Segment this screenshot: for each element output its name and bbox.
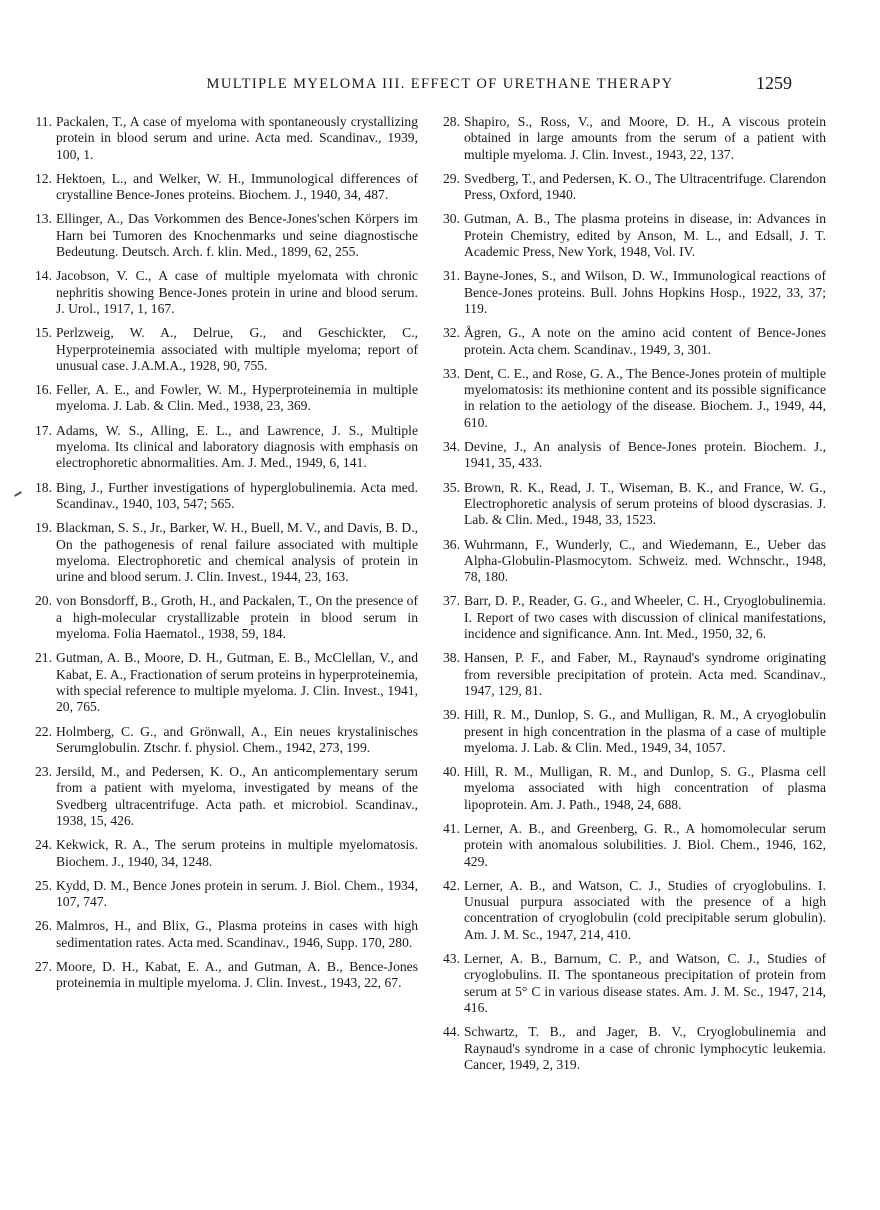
reference-number: 26 . (30, 918, 52, 934)
reference-item (30, 325, 418, 374)
reference-number: 44 . (438, 1024, 460, 1040)
reference-item (30, 764, 418, 829)
reference-number: 19 . (30, 520, 52, 536)
reference-number: 23 . (30, 764, 52, 780)
reference-text: Bayne-Jones, S., and Wilson, D. W., Immunological reactions of Bence-Jones proteins. Bull. Johns Hopkins Hosp., 1922, 33, 37; 119. (464, 268, 826, 316)
reference-item (30, 423, 418, 472)
reference-item (438, 951, 826, 1016)
reference-text: Jersild, M., and Pedersen, K. O., An anticomplementary serum from a patient with myeloma, investigated by means of the Svedberg ultracentrifuge. Acta path. et microbiol. Scandinav., 1938, 15, 426. (56, 764, 418, 828)
reference-number: 11 . (30, 114, 52, 130)
reference-item (30, 268, 418, 317)
reference-text: Packalen, T., A case of myeloma with spontaneously crystallizing protein in blood serum and urine. Acta med. Scandinav., 1939, 100, 1. (56, 114, 418, 162)
running-title: MULTIPLE MYELOMA III. EFFECT OF URETHANE THERAPY (206, 76, 674, 92)
reference-item (30, 593, 418, 642)
reference-item (438, 878, 826, 943)
reference-number: 32 . (438, 325, 460, 341)
reference-number: 24 . (30, 837, 52, 853)
reference-item (438, 268, 826, 317)
reference-text: Barr, D. P., Reader, G. G., and Wheeler, C. H., Cryoglobulinemia. I. Report of two cases with discussion of clinical manifestations, incidence and significance. Ann. Int. Med., 1950, 32, 6. (464, 593, 826, 642)
reference-item (438, 821, 826, 870)
reference-item (30, 382, 418, 415)
reference-number: 34 . (438, 439, 460, 455)
reference-number: 29 . (438, 171, 460, 187)
page-number: 1259 (756, 73, 792, 93)
reference-number: 12 . (30, 171, 52, 187)
reference-number: 22 . (30, 724, 52, 740)
reference-item (30, 959, 418, 992)
reference-text: Ellinger, A., Das Vorkommen des Bence-Jones'schen Körpers im Harn bei Tumoren des Knochenmarks und seine diagnostische Bedeutung. Deutsch. Arch. f. klin. Med., 1899, 62, 255. (56, 211, 418, 260)
reference-text: Holmberg, C. G., and Grönwall, A., Ein neues krystalinisches Serumglobulin. Ztschr. f. physiol. Chem., 1942, 273, 199. (56, 723, 418, 755)
reference-number: 39 . (438, 707, 460, 723)
reference-number: 42 . (438, 878, 460, 894)
reference-text: Lerner, A. B., and Greenberg, G. R., A homomolecular serum protein with anomalous solubilities. J. Biol. Chem., 1946, 162, 429. (464, 820, 826, 869)
reference-text: Kekwick, R. A., The serum proteins in multiple myelomatosis. Biochem. J., 1940, 34, 1248. (56, 837, 418, 869)
reference-item (30, 837, 418, 870)
reference-column-left (30, 114, 418, 1000)
reference-text: Adams, W. S., Alling, E. L., and Lawrence, J. S., Multiple myeloma. Its clinical and laboratory diagnosis with emphasis on electrophoretic abnormalities. Am. J. Med., 1949, 6, 141. (56, 422, 418, 471)
reference-number: 41 . (438, 821, 460, 837)
margin-mark (14, 491, 22, 497)
reference-item (438, 764, 826, 813)
reference-text: Brown, R. K., Read, J. T., Wiseman, B. K., and France, W. G., Electrophoretic analysis of serum proteins of blood dyscrasias. J. Lab. & Clin. Med., 1948, 33, 1523. (464, 479, 826, 528)
reference-item (30, 114, 418, 163)
reference-number: 15 . (30, 325, 52, 341)
reference-item (438, 593, 826, 642)
reference-number: 43 . (438, 951, 460, 967)
reference-item (438, 439, 826, 472)
reference-item (438, 171, 826, 204)
reference-item (30, 520, 418, 585)
reference-text: Devine, J., An analysis of Bence-Jones protein. Biochem. J., 1941, 35, 433. (464, 439, 826, 471)
reference-number: 31 . (438, 268, 460, 284)
reference-number: 33 . (438, 366, 460, 382)
reference-text: Dent, C. E., and Rose, G. A., The Bence-Jones protein of multiple myelomatosis: its methionine content and its possible significance in relation to the aetiology of the disease. Biochem. J., 1949, 44, 610. (464, 365, 826, 430)
reference-number: 20 . (30, 593, 52, 609)
reference-text: Svedberg, T., and Pedersen, K. O., The Ultracentrifuge. Clarendon Press, Oxford, 1940. (464, 170, 826, 203)
reference-number: 27 . (30, 959, 52, 975)
reference-number: 21 . (30, 650, 52, 666)
reference-item (30, 480, 418, 513)
reference-item (438, 537, 826, 586)
reference-text: Ågren, G., A note on the amino acid content of Bence-Jones protein. Acta chem. Scandinav., 1949, 3, 301. (464, 325, 826, 357)
reference-item (30, 650, 418, 715)
reference-number: 30 . (438, 211, 460, 227)
reference-text: Hektoen, L., and Welker, W. H., Immunological differences of crystalline Bence-Jones proteins. Biochem. J., 1940, 34, 487. (56, 170, 418, 203)
reference-text: Wuhrmann, F., Wunderly, C., and Wiedemann, E., Ueber das Alpha-Globulin-Plasmocytom. Schweiz. med. Wchnschr., 1948, 78, 180. (464, 536, 826, 585)
reference-number: 37 . (438, 593, 460, 609)
reference-text: Blackman, S. S., Jr., Barker, W. H., Buell, M. V., and Davis, B. D., On the pathogenesis of renal failure associated with multiple myeloma. Electrophoretic and chemical analysis of protein in urine and blood serum. J. Clin. Invest., 1944, 23, 163. (56, 520, 418, 585)
reference-text: Lerner, A. B., and Watson, C. J., Studies of cryoglobulins. I. Unusual purpura associated with the presence of a high concentration of cryoglobulin (cold precipitable serum globulin). Am. J. M. Sc., 1947, 214, 410. (464, 877, 826, 942)
reference-text: von Bonsdorff, B., Groth, H., and Packalen, T., On the presence of a high-molecular crystallizable protein in blood serum in myeloma. Folia Haematol., 1938, 59, 184. (56, 593, 418, 642)
reference-item (30, 724, 418, 757)
reference-text: Hill, R. M., Mulligan, R. M., and Dunlop, S. G., Plasma cell myeloma associated with high concentration of plasma lipoprotein. Am. J. Path., 1948, 24, 688. (464, 764, 826, 812)
reference-text: Bing, J., Further investigations of hyperglobulinemia. Acta med. Scandinav., 1940, 103, 547; 565. (56, 479, 418, 511)
reference-text: Moore, D. H., Kabat, E. A., and Gutman, A. B., Bence-Jones proteinemia in multiple myeloma. J. Clin. Invest., 1943, 22, 67. (56, 959, 418, 991)
reference-number: 35 . (438, 480, 460, 496)
reference-text: Hill, R. M., Dunlop, S. G., and Mulligan, R. M., A cryoglobulin present in high concentration in the plasma of a case of multiple myeloma. J. Lab. & Clin. Med., 1949, 34, 1057. (464, 707, 826, 755)
reference-number: 38 . (438, 650, 460, 666)
reference-text: Perlzweig, W. A., Delrue, G., and Geschickter, C., Hyperproteinemia associated with multiple myeloma; report of unusual case. J.A.M.A., 1928, 90, 755. (56, 325, 418, 373)
reference-item (438, 650, 826, 699)
reference-item (438, 707, 826, 756)
reference-text: Jacobson, V. C., A case of multiple myelomata with chronic nephritis showing Bence-Jones protein in urine and blood serum. J. Urol., 1917, 1, 167. (56, 268, 418, 316)
reference-text: Hansen, P. F., and Faber, M., Raynaud's syndrome originating from reversible precipitation of protein. Acta med. Scandinav., 1947, 129, 81. (464, 650, 826, 698)
reference-number: 18 . (30, 480, 52, 496)
reference-item (30, 171, 418, 204)
reference-number: 25 . (30, 878, 52, 894)
reference-item (30, 878, 418, 911)
page-header (0, 73, 880, 98)
reference-item (438, 211, 826, 260)
reference-number: 14 . (30, 268, 52, 284)
reference-item (438, 325, 826, 358)
reference-text: Gutman, A. B., The plasma proteins in disease, in: Advances in Protein Chemistry, edited by Anson, M. L., and Edsall, J. T. Academic Press, New York, 1948, Vol. IV. (464, 211, 826, 260)
reference-text: Feller, A. E., and Fowler, W. M., Hyperproteinemia in multiple myeloma. J. Lab. & Clin. Med., 1938, 23, 369. (56, 382, 418, 414)
reference-text: Malmros, H., and Blix, G., Plasma proteins in cases with high sedimentation rates. Acta med. Scandinav., 1946, Supp. 170, 280. (56, 918, 418, 950)
reference-number: 28 . (438, 114, 460, 130)
reference-column-right (438, 114, 826, 1081)
reference-number: 36 . (438, 537, 460, 553)
reference-text: Lerner, A. B., Barnum, C. P., and Watson, C. J., Studies of cryoglobulins. II. The spontaneous precipitation of protein from serum at 5° C in various disease states. Am. J. M. Sc., 1947, 214, 416. (464, 951, 826, 1015)
reference-number: 13 . (30, 211, 52, 227)
reference-item (438, 480, 826, 529)
reference-text: Shapiro, S., Ross, V., and Moore, D. H., A viscous protein obtained in large amounts from the serum of a patient with multiple myeloma. J. Clin. Invest., 1943, 22, 137. (464, 114, 826, 162)
reference-item (438, 1024, 826, 1073)
reference-text: Kydd, D. M., Bence Jones protein in serum. J. Biol. Chem., 1934, 107, 747. (56, 877, 418, 910)
reference-text: Gutman, A. B., Moore, D. H., Gutman, E. B., McClellan, V., and Kabat, E. A., Fractionation of serum proteins in hyperproteinemia, with special reference to multiple myeloma. J. Clin. Invest., 1941, 20, 765. (56, 650, 418, 715)
reference-number: 40 . (438, 764, 460, 780)
reference-item (438, 114, 826, 163)
reference-number: 16 . (30, 382, 52, 398)
reference-item (30, 211, 418, 260)
reference-item (438, 366, 826, 431)
reference-number: 17 . (30, 423, 52, 439)
reference-item (30, 918, 418, 951)
reference-text: Schwartz, T. B., and Jager, B. V., Cryoglobulinemia and Raynaud's syndrome in a case of chronic lymphocytic leukemia. Cancer, 1949, 2, 319. (464, 1024, 826, 1072)
